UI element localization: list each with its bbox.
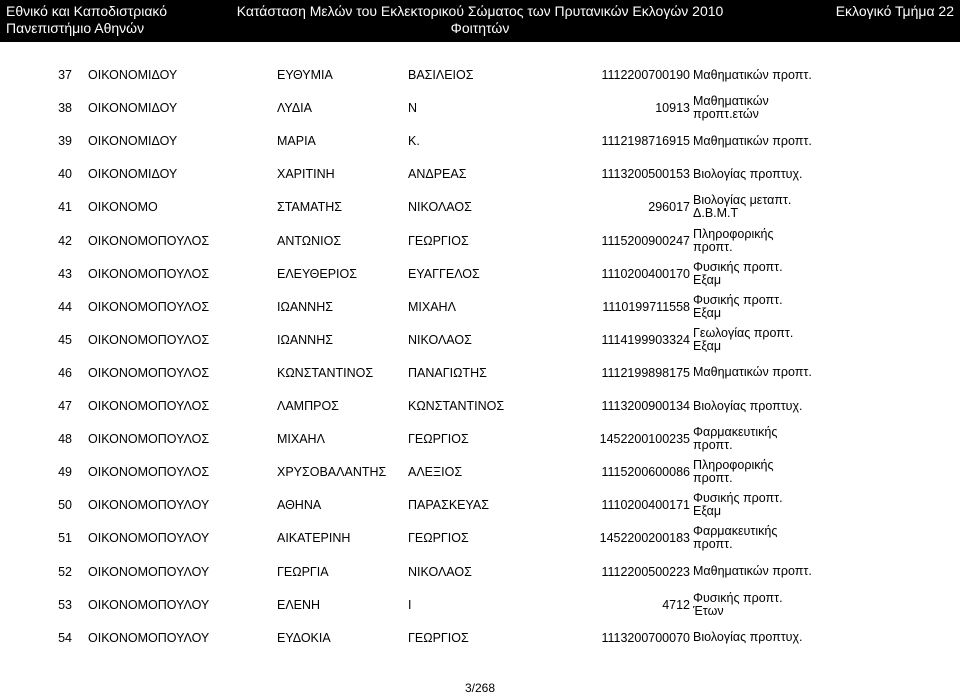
table-row xyxy=(0,128,960,154)
department: Βιολογίας προπτυχ. xyxy=(693,398,803,413)
department: Πληροφορικής προπτ. xyxy=(693,458,774,486)
table-row xyxy=(0,327,960,353)
surname: ΟΙΚΟΝΟΜΟΠΟΥΛΟΣ xyxy=(88,399,210,413)
document-title xyxy=(0,3,960,37)
row-number: 53 xyxy=(58,597,72,612)
department: Φαρμακευτικής προπτ. xyxy=(693,524,778,552)
father-name: ΝΙΚΟΛΑΟΣ xyxy=(408,564,472,579)
department: Φυσικής προπτ. Εξαμ xyxy=(693,491,783,519)
row-number: 45 xyxy=(58,332,72,347)
surname: ΟΙΚΟΝΟΜΙΔΟΥ xyxy=(88,134,178,149)
student-id: 1114199903324 xyxy=(601,332,690,347)
father-name: Ι xyxy=(408,597,412,612)
first-name: ΜΙΧΑΗΛ xyxy=(277,432,325,447)
election-section: Εκλογικό Τμήμα 22 xyxy=(835,3,954,19)
student-id: 1112200500223 xyxy=(601,564,690,579)
father-name: ΜΙΧΑΗΛ xyxy=(408,299,456,314)
first-name: ΑΙΚΑΤΕΡΙΝΗ xyxy=(277,531,351,546)
surname: ΟΙΚΟΝΟΜΟΠΟΥΛΟΣ xyxy=(88,365,210,380)
first-name: ΓΕΩΡΓΙΑ xyxy=(277,564,329,579)
table-row xyxy=(0,294,960,320)
student-id: 1112200700190 xyxy=(601,68,690,82)
department: Βιολογίας μεταπτ. Δ.Β.Μ.Τ xyxy=(693,193,792,221)
surname: ΟΙΚΟΝΟΜΟΠΟΥΛΟΣ xyxy=(88,299,210,314)
student-id: 1452200100235 xyxy=(599,432,690,447)
page-number: 3/268 xyxy=(464,681,496,695)
row-number: 54 xyxy=(58,630,72,645)
student-id: 1452200200183 xyxy=(599,531,690,546)
father-name: ΠΑΡΑΣΚΕΥΑΣ xyxy=(408,498,489,513)
surname: ΟΙΚΟΝΟΜΟΠΟΥΛΟΣ xyxy=(88,432,210,447)
surname: ΟΙΚΟΝΟΜΟΠΟΥΛΟΥ xyxy=(88,630,210,645)
row-number: 44 xyxy=(58,299,72,314)
department: Μαθηματικών προπτ. xyxy=(693,133,812,148)
first-name: ΧΑΡΙΤΙΝΗ xyxy=(277,167,335,182)
department: Μαθηματικών προπτ. xyxy=(693,67,812,82)
surname: ΟΙΚΟΝΟΜΟΠΟΥΛΟΣ xyxy=(88,332,210,347)
row-number: 52 xyxy=(58,564,72,579)
student-id: 1112199898175 xyxy=(601,365,690,380)
table-row xyxy=(0,459,960,485)
first-name: ΚΩΝΣΤΑΝΤΙΝΟΣ xyxy=(277,365,374,380)
title-line-1: Κατάσταση Μελών του Εκλεκτορικού Σώματος των Πρυτανικών Εκλογών 2010 xyxy=(236,3,724,19)
first-name: ΜΑΡΙΑ xyxy=(277,134,316,149)
row-number: 43 xyxy=(58,266,72,281)
table-row xyxy=(0,525,960,551)
row-number: 48 xyxy=(58,432,72,447)
surname: ΟΙΚΟΝΟΜΙΔΟΥ xyxy=(88,101,178,116)
table-row xyxy=(0,261,960,287)
row-number: 51 xyxy=(58,531,72,546)
title-line-2: Φοιτητών xyxy=(450,20,510,36)
row-number: 46 xyxy=(58,365,72,380)
department: Μαθηματικών προπτ. xyxy=(693,564,812,578)
father-name: Ν xyxy=(408,101,418,116)
department: Φαρμακευτικής προπτ. xyxy=(693,425,778,453)
department: Φυσικής προπτ. Έτων xyxy=(693,590,783,618)
surname: ΟΙΚΟΝΟΜΟΠΟΥΛΟΥ xyxy=(88,597,210,612)
father-name: ΕΥΑΓΓΕΛΟΣ xyxy=(408,266,480,281)
student-id: 1113200700070 xyxy=(601,630,690,645)
surname: ΟΙΚΟΝΟΜΟΠΟΥΛΟΣ xyxy=(88,266,210,281)
first-name: ΑΝΤΩΝΙΟΣ xyxy=(277,233,342,248)
department: Βιολογίας προπτυχ. xyxy=(693,630,803,645)
student-id: 1115200600086 xyxy=(601,465,690,480)
father-name: ΑΛΕΞΙΟΣ xyxy=(408,465,463,480)
first-name: ΙΩΑΝΝΗΣ xyxy=(277,332,333,347)
table-row xyxy=(0,492,960,518)
first-name: ΧΡΥΣΟΒΑΛΑΝΤΗΣ xyxy=(277,465,387,480)
father-name: Κ. xyxy=(408,134,420,149)
father-name: ΚΩΝΣΤΑΝΤΙΝΟΣ xyxy=(408,399,505,413)
department: Γεωλογίας προπτ. Εξαμ xyxy=(693,325,794,353)
table-row xyxy=(0,62,960,88)
surname: ΟΙΚΟΝΟΜΟΠΟΥΛΟΥ xyxy=(88,564,210,579)
table-row xyxy=(0,360,960,386)
row-number: 38 xyxy=(58,101,72,116)
table-row xyxy=(0,95,960,121)
first-name: ΛΑΜΠΡΟΣ xyxy=(277,399,339,413)
table-row xyxy=(0,426,960,452)
student-id: 4712 xyxy=(662,597,690,612)
row-number: 41 xyxy=(58,200,72,215)
university-line-1: Εθνικό και Καποδιστριακό xyxy=(6,3,168,19)
surname: ΟΙΚΟΝΟΜΟΠΟΥΛΟΥ xyxy=(88,498,210,513)
student-id: 1110200400170 xyxy=(601,266,690,281)
first-name: ΙΩΑΝΝΗΣ xyxy=(277,299,333,314)
row-number: 50 xyxy=(58,498,72,513)
department: Πληροφορικής προπτ. xyxy=(693,226,774,254)
department: Βιολογίας προπτυχ. xyxy=(693,166,803,181)
first-name: ΛΥΔΙΑ xyxy=(277,101,312,116)
father-name: ΒΑΣΙΛΕΙΟΣ xyxy=(408,68,474,82)
row-number: 37 xyxy=(58,68,72,82)
father-name: ΓΕΩΡΓΙΟΣ xyxy=(408,233,469,248)
student-id: 10913 xyxy=(655,101,690,116)
father-name: ΑΝΔΡΕΑΣ xyxy=(408,167,467,182)
first-name: ΑΘΗΝΑ xyxy=(277,498,322,513)
student-id: 1110200400171 xyxy=(601,498,690,513)
table-row xyxy=(0,194,960,220)
student-id: 1113200500153 xyxy=(601,167,690,182)
father-name: ΓΕΩΡΓΙΟΣ xyxy=(408,432,469,447)
student-id: 296017 xyxy=(648,200,690,215)
first-name: ΕΛΕΝΗ xyxy=(277,597,321,612)
surname: ΟΙΚΟΝΟΜΟ xyxy=(88,200,158,215)
table-row xyxy=(0,228,960,254)
surname: ΟΙΚΟΝΟΜΟΠΟΥΛΟΣ xyxy=(88,233,210,248)
row-number: 40 xyxy=(58,167,72,182)
student-id: 1110199711558 xyxy=(602,299,690,314)
table-row xyxy=(0,592,960,618)
first-name: ΕΥΘΥΜΙΑ xyxy=(277,68,333,82)
row-number: 42 xyxy=(58,233,72,248)
table-row xyxy=(0,393,960,419)
department: Φυσικής προπτ. Εξαμ xyxy=(693,292,783,320)
surname: ΟΙΚΟΝΟΜΙΔΟΥ xyxy=(88,68,178,82)
father-name: ΝΙΚΟΛΑΟΣ xyxy=(408,200,472,215)
father-name: ΝΙΚΟΛΑΟΣ xyxy=(408,332,472,347)
table-row xyxy=(0,625,960,651)
father-name: ΠΑΝΑΓΙΩΤΗΣ xyxy=(408,365,487,380)
page-header xyxy=(0,0,960,42)
father-name: ΓΕΩΡΓΙΟΣ xyxy=(408,630,469,645)
first-name: ΣΤΑΜΑΤΗΣ xyxy=(277,200,342,215)
surname: ΟΙΚΟΝΟΜΟΠΟΥΛΟΥ xyxy=(88,531,210,546)
student-id: 1115200900247 xyxy=(601,233,690,248)
table-row xyxy=(0,161,960,187)
row-number: 39 xyxy=(58,134,72,149)
university-line-2: Πανεπιστήμιο Αθηνών xyxy=(6,20,145,36)
department: Φυσικής προπτ. Εξαμ xyxy=(693,259,783,287)
first-name: ΕΛΕΥΘΕΡΙΟΣ xyxy=(277,266,357,281)
father-name: ΓΕΩΡΓΙΟΣ xyxy=(408,531,469,546)
table-row xyxy=(0,559,960,585)
surname: ΟΙΚΟΝΟΜΙΔΟΥ xyxy=(88,167,178,182)
department: Μαθηματικών προπτ. xyxy=(693,365,812,380)
first-name: ΕΥΔΟΚΙΑ xyxy=(277,630,331,645)
student-id: 1113200900134 xyxy=(601,399,690,413)
department: Μαθηματικών προπτ.ετών xyxy=(693,94,769,122)
student-id: 1112198716915 xyxy=(601,134,690,149)
surname: ΟΙΚΟΝΟΜΟΠΟΥΛΟΣ xyxy=(88,465,210,480)
row-number: 49 xyxy=(58,465,72,480)
row-number: 47 xyxy=(58,399,72,413)
